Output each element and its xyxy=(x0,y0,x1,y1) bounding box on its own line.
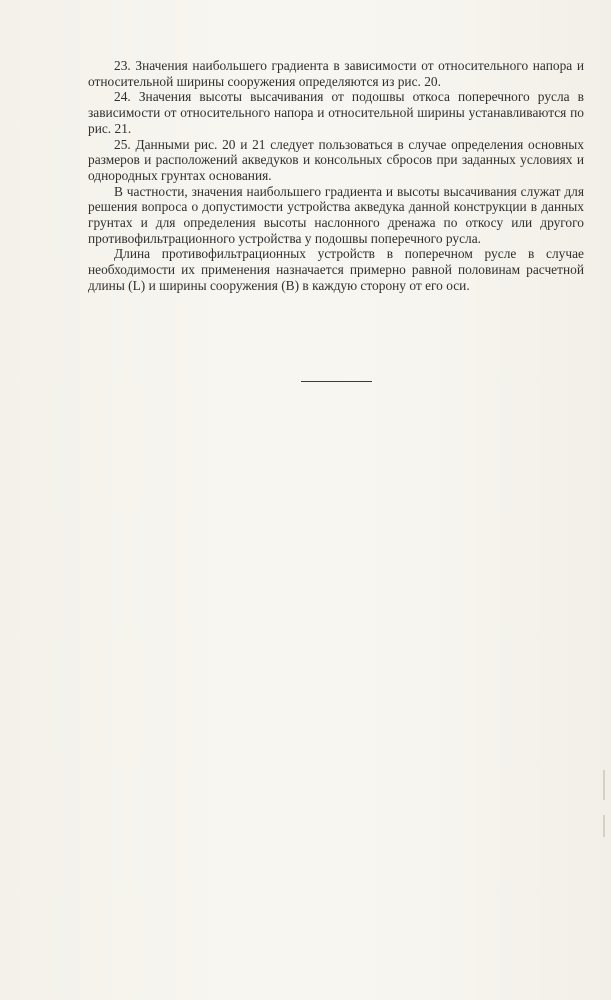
page-edge-mark xyxy=(603,815,605,837)
paragraph-25: 25. Данными рис. 20 и 21 следует пользоваться в случае определения основных размеров и расположений акведуков и консольных сбросов при заданных условиях и однородных грунтах основания. xyxy=(88,136,584,183)
body-text xyxy=(88,58,584,294)
page-edge-mark xyxy=(603,770,605,800)
section-end-rule xyxy=(301,381,372,382)
paragraph-length: Длина противофильтрационных устройств в поперечном русле в случае необходимости их применения назначается примерно равной половинам расчетной длины (L) и ширины сооружения (B) в каждую сторону от его оси. xyxy=(88,246,584,293)
paragraph-24: 24. Значения высоты высачивания от подошвы откоса поперечного русла в зависимости от относительного напора и относительной ширины устанавливаются по рис. 21. xyxy=(88,89,584,136)
paragraph-23: 23. Значения наибольшего градиента в зависимости от относительного напора и относительной ширины сооружения определяются из рис. 20. xyxy=(88,58,584,89)
paragraph-in-particular: В частности, значения наибольшего градиента и высоты высачивания служат для решения вопроса о допустимости устройства акведука данной конструкции в данных грунтах и для определения высоты наслонного дренажа по откосу или другого противофильтрационного устройства у подошвы поперечного русла. xyxy=(88,183,584,246)
